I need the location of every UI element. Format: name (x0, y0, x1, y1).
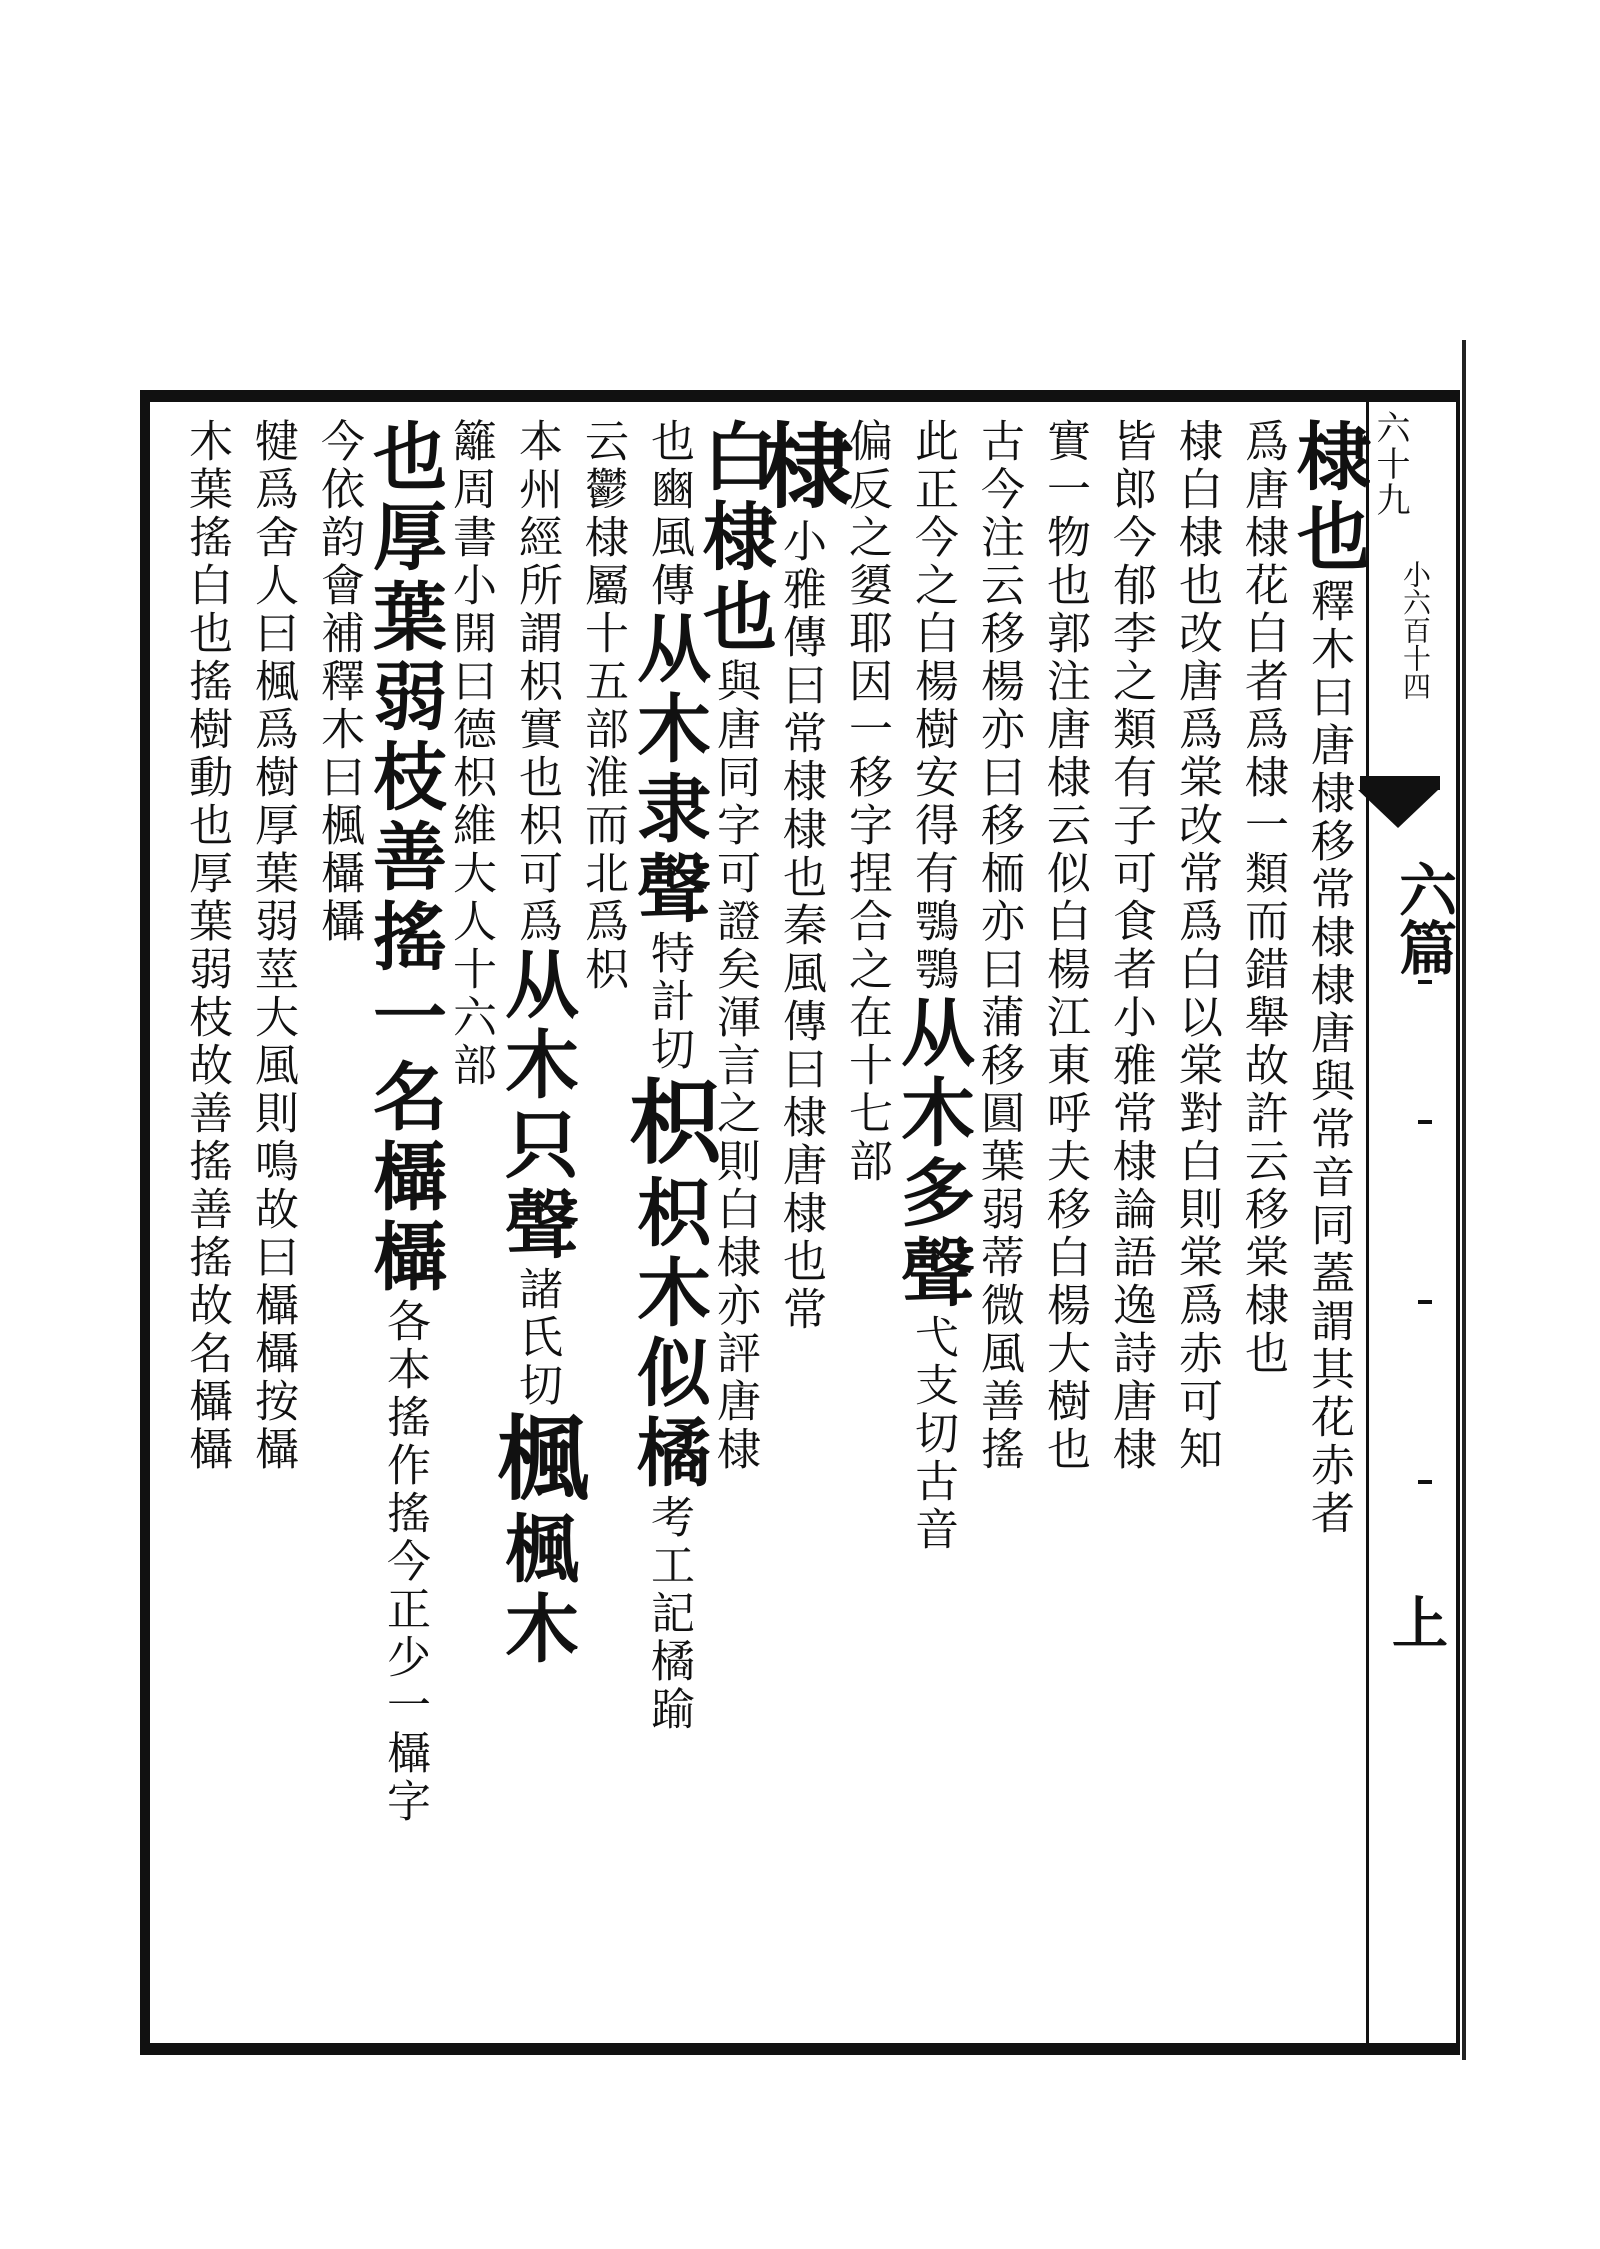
commentary-text: 十六部 (445, 946, 496, 1090)
commentary-text: 諸氏切 (511, 1266, 562, 1410)
text-column (166, 418, 246, 2038)
commentary-text: 木葉搖白也搖樹動也厚葉弱枝故善搖善搖故名欇欇 (181, 418, 232, 1474)
main-text: 楓木 (493, 1510, 579, 1670)
commentary-text: 與唐同字可證矣渾言之則白棣亦評唐棣 (709, 658, 760, 1474)
commentary-text: 實一物也郭注唐棣云似白楊江東呼夫移白楊大樹也 (1039, 418, 1090, 1474)
leaf-mark: 上 (1392, 1591, 1448, 1657)
commentary-text: 小雅傳曰常棣棣也秦風傳曰棣唐棣也常 (775, 518, 826, 1334)
commentary-text: 爲唐棣花白者爲棣一類而錯舉故許云移棠棣也 (1237, 418, 1288, 1378)
main-text: 枳木似橘 (625, 1174, 711, 1494)
seal-character: 枳 (614, 1074, 722, 1174)
main-text: 从木多聲 (889, 994, 975, 1314)
main-text: 也厚葉弱枝善搖一名欇欇 (361, 418, 447, 1298)
commentary-text: 古今注云移楊亦曰移栭亦曰蒲移圓葉弱蒂微風善搖 (973, 418, 1024, 1474)
commentary-text: 各本搖作搖今正少一欇字 (379, 1298, 430, 1826)
commentary-text: 犍爲舍人曰楓爲樹厚葉弱莖大風則鳴故曰欇欇按欇 (247, 418, 298, 1474)
main-text: 从木隶聲 (625, 610, 711, 930)
juan-number: 小六百十四 (1399, 560, 1432, 700)
commentary-text: 今依韵會補釋木曰楓欇欇 (313, 418, 364, 946)
main-text: 从木只聲 (493, 946, 579, 1266)
commentary-text: 棣白棣也改唐爲棠改常爲白以棠對白則棠爲赤可知 (1171, 418, 1222, 1474)
commentary-text: 十五部 (577, 610, 628, 754)
page-edge-line (1462, 340, 1466, 2060)
commentary-text: 考工記橘踰 (643, 1494, 694, 1734)
seal-character: 棣 (746, 418, 854, 518)
commentary-text: 此正今之白楊樹安得有鶚鶚 (907, 418, 958, 994)
commentary-text: 特計切 (643, 930, 694, 1074)
fish-tail-bar (1360, 776, 1440, 790)
commentary-text: 弋支切古音 (907, 1314, 958, 1554)
commentary-text: 本州經所謂枳實也枳可爲 (511, 418, 562, 946)
commentary-text: 也豳風傳 (643, 418, 694, 610)
margin-tick (1418, 980, 1432, 984)
margin-tick (1418, 1480, 1432, 1484)
commentary-text: 在十七部 (841, 994, 892, 1186)
page-number: 六十九 (1370, 410, 1410, 518)
commentary-text: 皆郎今郁李之類有子可食者小雅常棣論語逸詩唐棣 (1105, 418, 1156, 1474)
pian-label: 六篇 (1389, 860, 1457, 976)
main-text: 白棣也 (691, 418, 777, 658)
commentary-text: 籬周書小開曰德枳維大人 (445, 418, 496, 946)
commentary-text: 釋木曰唐棣移常棣棣唐與常音同蓋謂其花赤者 (1303, 578, 1354, 1538)
margin-tick (1418, 1120, 1432, 1124)
commentary-text: 云鬱棣屬 (577, 418, 628, 610)
main-text: 棣也 (1285, 418, 1371, 578)
margin-tick (1418, 1300, 1432, 1304)
commentary-text: 偏反之嬃耶因一移字捏合之 (841, 418, 892, 994)
commentary-text: 淮而北爲枳 (577, 754, 628, 994)
seal-character: 楓 (482, 1410, 590, 1510)
fish-tail-mark (1358, 790, 1438, 828)
